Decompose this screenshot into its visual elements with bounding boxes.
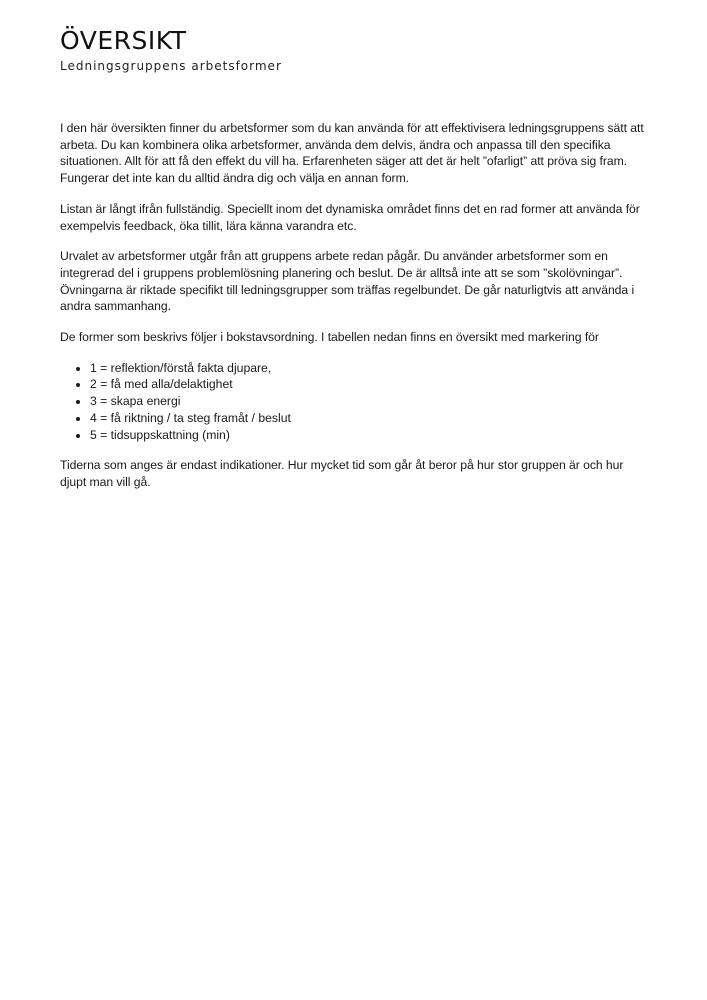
document-body (60, 120, 652, 491)
legend-item: • 3 = skapa energi (90, 393, 652, 410)
legend-item: • 2 = få med alla/delaktighet (90, 376, 652, 393)
legend-item: • 1 = reflektion/förstå fakta djupare, (90, 360, 652, 377)
page-subtitle: Ledningsgruppens arbetsformer (60, 59, 282, 73)
closing-paragraph: Tiderna som anges är endast indikationer. Hur mycket tid som går åt beror på hur stor gruppen är och hur djupt man vill gå. (60, 458, 624, 489)
document-page (60, 24, 652, 505)
legend-list (60, 360, 652, 444)
legend-item: • 4 = få riktning / ta steg framåt / beslut (90, 410, 652, 427)
page-title: ÖVERSIKT (60, 26, 187, 55)
order-paragraph: De former som beskrivs följer i bokstavsordning. I tabellen nedan finns en översikt med markering för (60, 330, 599, 345)
intro-paragraph: I den här översikten finner du arbetsformer som du kan använda för att effektivisera ledningsgruppens sätt att arbeta. Du kan kombinera olika arbetsformer, använda dem delvis, ändra och anpassa till den specifika situationen. Allt för att få den effekt du vill ha. Erfarenheten säger att det är helt ”ofarligt” att pröva sig fram. Fungerar det inte kan du alltid ändra dig och välja en annan form. (60, 121, 644, 186)
selection-paragraph: Urvalet av arbetsformer utgår från att gruppens arbete redan pågår. Du använder arbetsformer som en integrerad del i gruppens problemlösning planering och beslut. De är alltså inte att se som ”skolövningar”. Övningarna är riktade specifikt till ledningsgrupper som träffas regelbundet. De går naturligtvis att använda i andra sammanhang. (60, 249, 635, 314)
scope-paragraph: Listan är långt ifrån fullständig. Speciellt inom det dynamiska området finns det en rad former att använda för exempelvis feedback, öka tillit, lära känna varandra etc. (60, 201, 640, 233)
legend-item: • 5 = tidsuppskattning (min) (90, 427, 652, 444)
